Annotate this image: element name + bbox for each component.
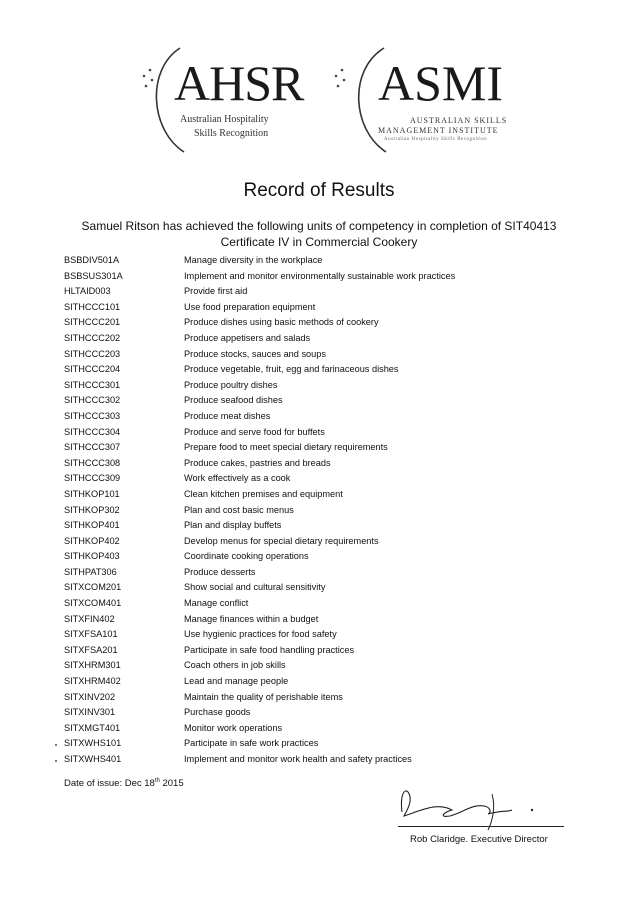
unit-title: Manage conflict <box>184 598 249 609</box>
unit-code: SITHKOP101 <box>64 488 120 499</box>
unit-row <box>64 534 584 550</box>
asmi-logo-word: ASMI <box>378 55 504 111</box>
unit-row <box>64 362 584 378</box>
unit-row <box>64 549 584 565</box>
unit-title: Plan and display buffets <box>184 520 282 531</box>
unit-title: Maintain the quality of perishable items <box>184 691 343 702</box>
margin-mark <box>55 760 57 762</box>
unit-row <box>64 487 584 503</box>
unit-row <box>64 612 584 628</box>
unit-row <box>64 705 584 721</box>
date-of-issue <box>64 778 184 789</box>
unit-title: Plan and cost basic menus <box>184 504 294 515</box>
unit-row <box>64 331 584 347</box>
unit-code: SITHKOP302 <box>64 504 120 515</box>
unit-code: HLTAID003 <box>64 286 111 297</box>
unit-code: SITXWHS101 <box>64 738 122 749</box>
unit-title: Implement and monitor environmentally sustainable work practices <box>184 270 456 281</box>
unit-title: Produce meat dishes <box>184 410 271 421</box>
unit-title: Produce appetisers and salads <box>184 332 311 343</box>
unit-code: SITXINV301 <box>64 707 116 718</box>
unit-title: Use food preparation equipment <box>184 301 316 312</box>
unit-code: SITHKOP403 <box>64 551 120 562</box>
unit-row <box>64 347 584 363</box>
unit-code: SITHCCC307 <box>64 442 121 453</box>
signature-line <box>398 826 564 827</box>
signatory-name: Rob Claridge. Executive Director <box>410 834 548 845</box>
unit-code: SITXMGT401 <box>64 722 121 733</box>
unit-code: SITXINV202 <box>64 691 116 702</box>
unit-row <box>64 284 584 300</box>
unit-title: Participate in safe work practices <box>184 738 319 749</box>
unit-title: Clean kitchen premises and equipment <box>184 488 343 499</box>
asmi-logo <box>330 40 530 160</box>
unit-code: SITHCCC202 <box>64 332 121 343</box>
unit-title: Purchase goods <box>184 707 251 718</box>
unit-title: Participate in safe food handling practices <box>184 644 355 655</box>
page-title: Record of Results <box>243 180 395 201</box>
unit-code: SITXFIN402 <box>64 613 115 624</box>
unit-code: SITXWHS401 <box>64 754 122 764</box>
unit-row <box>64 503 584 519</box>
margin-mark <box>55 744 57 746</box>
unit-row <box>64 736 584 752</box>
unit-code: SITHKOP401 <box>64 520 120 531</box>
unit-code: SITHCCC302 <box>64 395 121 406</box>
unit-title: Develop menus for special dietary requirements <box>184 535 379 546</box>
unit-row <box>64 300 584 316</box>
ahsr-logo <box>140 40 320 160</box>
unit-row <box>64 658 584 674</box>
unit-code: SITHKOP402 <box>64 535 120 546</box>
unit-code: SITHCCC301 <box>64 379 121 390</box>
unit-title: Show social and cultural sensitivity <box>184 582 326 593</box>
unit-code: SITHPAT306 <box>64 566 117 577</box>
intro-line-2: Certificate IV in Commercial Cookery <box>220 235 418 249</box>
unit-title: Manage diversity in the workplace <box>184 255 323 265</box>
unit-code: SITXCOM201 <box>64 582 122 593</box>
unit-row <box>64 409 584 425</box>
unit-row <box>64 456 584 472</box>
unit-title: Produce vegetable, fruit, egg and farinaceous dishes <box>184 364 399 375</box>
intro-line-1: Samuel Ritson has achieved the following units of competency in completion of SIT40413 <box>81 219 557 233</box>
unit-code: SITXHRM301 <box>64 660 121 671</box>
unit-row <box>64 518 584 534</box>
unit-code: SITHCCC101 <box>64 301 121 312</box>
unit-row <box>64 721 584 737</box>
unit-title: Produce stocks, sauces and soups <box>184 348 326 359</box>
unit-title: Work effectively as a cook <box>184 473 291 484</box>
unit-code: SITHCCC308 <box>64 457 121 468</box>
signature-icon <box>392 782 582 832</box>
unit-code: SITHCCC204 <box>64 364 121 375</box>
unit-title: Produce desserts <box>184 566 256 577</box>
unit-code: SITXFSA101 <box>64 629 118 640</box>
unit-row <box>64 627 584 643</box>
asmi-logo-line3: Australian Hospitality Skills Recognition <box>384 137 488 142</box>
unit-row <box>64 393 584 409</box>
ahsr-logo-word: AHSR <box>174 55 304 111</box>
unit-row <box>64 580 584 596</box>
unit-title: Lead and manage people <box>184 676 289 687</box>
unit-title: Produce and serve food for buffets <box>184 426 325 437</box>
unit-row <box>64 425 584 441</box>
unit-row <box>64 378 584 394</box>
unit-row <box>64 643 584 659</box>
unit-code: SITHCCC304 <box>64 426 121 437</box>
unit-title: Produce poultry dishes <box>184 379 278 390</box>
issue-date-suffix: th <box>154 778 160 784</box>
unit-row <box>64 596 584 612</box>
unit-title: Coach others in job skills <box>184 660 286 671</box>
unit-row <box>64 752 584 768</box>
unit-title: Produce cakes, pastries and breads <box>184 457 331 468</box>
unit-row <box>64 269 584 285</box>
unit-code: SITHCCC203 <box>64 348 121 359</box>
units-list <box>64 253 584 768</box>
ahsr-logo-line1: Australian Hospitality <box>180 114 269 125</box>
unit-title: Implement and monitor work health and safety practices <box>184 754 412 764</box>
unit-title: Produce dishes using basic methods of cookery <box>184 317 379 328</box>
unit-row <box>64 440 584 456</box>
unit-row <box>64 674 584 690</box>
unit-code: SITHCCC201 <box>64 317 121 328</box>
unit-title: Provide first aid <box>184 286 248 297</box>
asmi-logo-line1: AUSTRALIAN SKILLS <box>410 116 508 125</box>
issue-date-prefix: Date of issue: Dec 18 <box>64 778 155 790</box>
unit-title: Prepare food to meet special dietary requirements <box>184 442 388 453</box>
unit-row <box>64 471 584 487</box>
unit-row <box>64 565 584 581</box>
unit-row <box>64 315 584 331</box>
unit-row <box>64 253 584 269</box>
unit-code: BSBDIV501A <box>64 255 120 265</box>
unit-title: Produce seafood dishes <box>184 395 283 406</box>
unit-code: SITXFSA201 <box>64 644 118 655</box>
asmi-logo-line2: MANAGEMENT INSTITUTE <box>378 126 499 135</box>
unit-title: Use hygienic practices for food safety <box>184 629 337 640</box>
unit-title: Coordinate cooking operations <box>184 551 309 562</box>
unit-code: BSBSUS301A <box>64 270 123 281</box>
intro-text <box>40 218 598 250</box>
unit-code: SITHCCC303 <box>64 410 121 421</box>
unit-code: SITHCCC309 <box>64 473 121 484</box>
issue-date-year: 2015 <box>159 778 184 790</box>
ahsr-logo-line2: Skills Recognition <box>194 128 269 139</box>
unit-row <box>64 690 584 706</box>
unit-code: SITXCOM401 <box>64 598 122 609</box>
unit-title: Monitor work operations <box>184 722 283 733</box>
unit-code: SITXHRM402 <box>64 676 121 687</box>
unit-title: Manage finances within a budget <box>184 613 319 624</box>
